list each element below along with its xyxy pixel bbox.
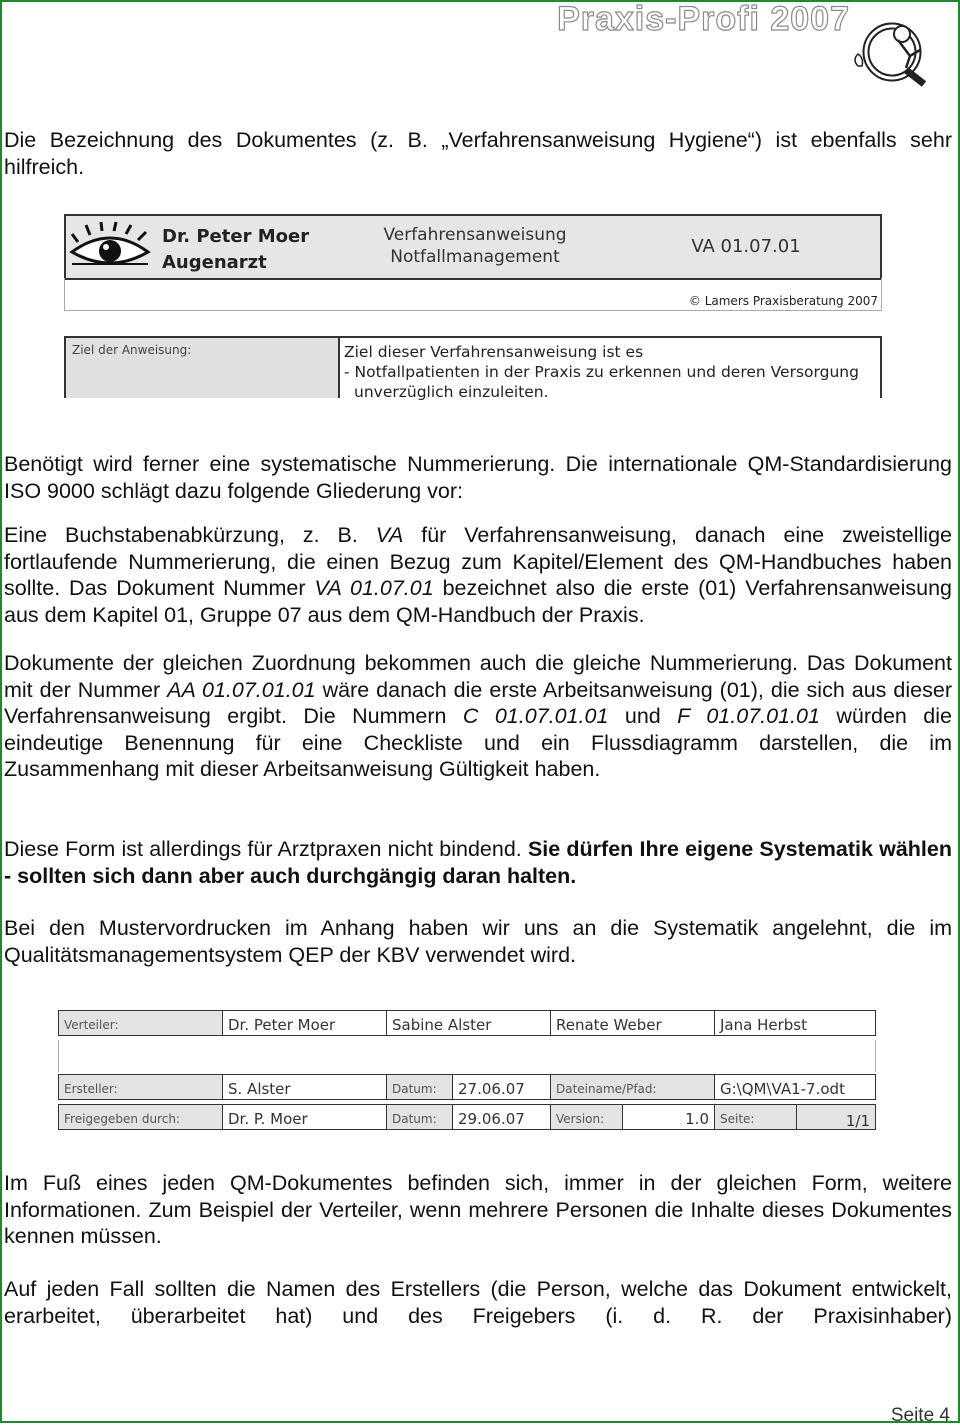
p3-text-b: für Verfahrensanweisung, danach eine zweistellige fortlaufende Nummerierung, die einen Bezug zum Kapitel/Element des QM-Handbuches haben sollte. Das Dokument Nummer bbox=[4, 523, 952, 600]
datum-label-1: Datum: bbox=[392, 1082, 437, 1096]
copyright-text: © Lamers Praxisberatung 2007 bbox=[688, 294, 878, 308]
seite-value: 1/1 bbox=[845, 1112, 870, 1130]
eye-logo-icon bbox=[68, 222, 152, 272]
doctor-title: Augenarzt bbox=[162, 252, 267, 273]
q-mascot-icon bbox=[840, 10, 940, 90]
freigegeben-cell bbox=[222, 1104, 386, 1130]
p4-number-c: C 01.07.01.01 bbox=[462, 704, 609, 728]
freigegeben-label: Freigegeben durch: bbox=[64, 1112, 180, 1126]
verteiler-cell bbox=[714, 1010, 876, 1036]
freigegeben-row bbox=[58, 1104, 876, 1132]
seite-label-cell bbox=[714, 1104, 796, 1130]
paragraph-2: Benötigt wird ferner eine systematische Nummerierung. Die internationale QM-Standardisierung ISO 9000 schlägt dazu folgende Gliederung vor: bbox=[4, 452, 952, 503]
freigegeben-value: Dr. P. Moer bbox=[228, 1110, 308, 1128]
p4-number-f: F 01.07.01.01 bbox=[677, 704, 820, 728]
p5-text-a: Diese Form ist allerdings für Arztpraxen nicht bindend. bbox=[4, 837, 528, 861]
p3-text-c: bezeichnet also die erste (01) Verfahrensanweisung aus dem Kapitel 01, Gruppe 07 aus dem QM-Handbuch der Praxis. bbox=[4, 576, 952, 627]
dateiname-value: G:\QM\VA1-7.odt bbox=[720, 1080, 845, 1098]
ersteller-value: S. Alster bbox=[228, 1080, 291, 1098]
p3-text-a: Eine Buchstabenabkürzung, z. B. bbox=[4, 523, 376, 547]
practice-info bbox=[162, 224, 309, 276]
ersteller-row bbox=[58, 1074, 876, 1102]
version-label-cell bbox=[550, 1104, 622, 1130]
paragraph-7: Im Fuß eines jeden QM-Dokumentes befinden sich, immer in der gleichen Form, weitere Informationen. Zum Beispiel der Verteiler, wenn mehrere Personen die Inhalte dieses Dokumentes kennen müssen. bbox=[4, 1171, 952, 1248]
dateiname-cell bbox=[714, 1074, 876, 1100]
goal-box bbox=[64, 336, 882, 401]
datum-label-cell bbox=[386, 1104, 452, 1130]
verteiler-name-2: Sabine Alster bbox=[392, 1016, 492, 1034]
ersteller-label: Ersteller: bbox=[64, 1082, 118, 1096]
page-number: Seite 4 bbox=[890, 1405, 950, 1426]
verteiler-name-3: Renate Weber bbox=[556, 1016, 662, 1034]
goal-line-3: unverzüglich einzuleiten. bbox=[354, 383, 549, 401]
p4-text-c: und bbox=[608, 704, 678, 728]
datum-cell bbox=[452, 1104, 550, 1130]
paragraph-3 bbox=[4, 522, 952, 628]
version-value: 1.0 bbox=[685, 1110, 709, 1128]
freigegeben-label-cell bbox=[58, 1104, 222, 1130]
datum-value-1: 27.06.07 bbox=[458, 1080, 525, 1098]
verteiler-name-1: Dr. Peter Moer bbox=[228, 1016, 336, 1034]
datum-cell bbox=[452, 1074, 550, 1100]
dateiname-label-cell bbox=[550, 1074, 714, 1100]
paragraph-8: Auf jeden Fall sollten die Namen des Erstellers (die Person, welche das Dokument entwickelt, erarbeitet, überarbeitet hat) und des Freigebers (i. d. R. der Praxisinhaber) bbox=[4, 1277, 952, 1328]
doctor-name: Dr. Peter Moer bbox=[162, 226, 310, 247]
goal-label: Ziel der Anweisung: bbox=[72, 343, 192, 357]
document-header-sample bbox=[64, 214, 882, 401]
p4-text-a: Dokumente der gleichen Zuordnung bekommen auch die gleiche Nummerierung. Das Dokument mit der Nummer bbox=[4, 651, 952, 702]
p3-number: VA 01.07.01 bbox=[314, 576, 434, 600]
ersteller-label-cell bbox=[58, 1074, 222, 1100]
p4-number-aa: AA 01.07.01.01 bbox=[167, 677, 316, 702]
p4-text-d: würden die eindeutige Benennung für eine Checkliste und ein Flussdiagramm darstellen, die im Zusammenhang mit dieser Arbeitsanweisung Gültigkeit haben. bbox=[4, 704, 953, 781]
document-type-line2: Notfallmanagement bbox=[390, 247, 560, 267]
paragraph-4 bbox=[4, 650, 952, 783]
verteiler-cell bbox=[222, 1010, 386, 1036]
version-label: Version: bbox=[556, 1112, 605, 1126]
verteiler-label: Verteiler: bbox=[64, 1018, 119, 1032]
brand-title: Praxis-Profi 2007 bbox=[557, 0, 850, 38]
version-cell bbox=[622, 1104, 714, 1130]
paragraph-6: Bei den Mustervordrucken im Anhang haben wir uns an die Systematik angelehnt, die im Qualitätsmanagementsystem QEP der KBV verwendet wird. bbox=[4, 916, 952, 967]
verteiler-cell bbox=[386, 1010, 550, 1036]
p3-abbrev: VA bbox=[375, 523, 404, 547]
goal-label-cell bbox=[66, 338, 340, 398]
seite-cell bbox=[796, 1104, 876, 1130]
verteiler-row bbox=[58, 1010, 876, 1038]
datum-label-2: Datum: bbox=[392, 1112, 437, 1126]
paragraph-5 bbox=[4, 836, 952, 889]
goal-text bbox=[344, 342, 859, 402]
p5-bold-text: Sie dürfen Ihre eigene Systematik wählen - sollten sich dann aber auch durchgängig daran halten. bbox=[4, 837, 952, 888]
header-box bbox=[64, 214, 882, 280]
verteiler-cell bbox=[550, 1010, 714, 1036]
p4-text-b: wäre danach die erste Arbeitsanweisung (01), die sich aus dieser Verfahrensanweisung ergibt. Die Nummern bbox=[4, 677, 952, 728]
ersteller-cell bbox=[222, 1074, 386, 1100]
goal-line-1: Ziel dieser Verfahrensanweisung ist es bbox=[344, 343, 644, 361]
verteiler-label-cell bbox=[58, 1010, 222, 1036]
footer-spacer bbox=[58, 1040, 876, 1072]
document-number: VA 01.07.01 bbox=[691, 236, 801, 257]
seite-label: Seite: bbox=[720, 1112, 755, 1126]
goal-line-2: - Notfallpatienten in der Praxis zu erkennen und deren Versorgung bbox=[344, 363, 859, 381]
document-type-line1: Verfahrensanweisung bbox=[383, 225, 567, 245]
datum-value-2: 29.06.07 bbox=[458, 1110, 525, 1128]
paragraph-1: Die Bezeichnung des Dokumentes (z. B. „Verfahrensanweisung Hygiene“) ist ebenfalls sehr hilfreich. bbox=[4, 128, 952, 179]
document-type bbox=[340, 224, 610, 268]
verteiler-name-4: Jana Herbst bbox=[720, 1016, 807, 1034]
dateiname-label: Dateiname/Pfad: bbox=[556, 1082, 657, 1096]
datum-label-cell bbox=[386, 1074, 452, 1100]
